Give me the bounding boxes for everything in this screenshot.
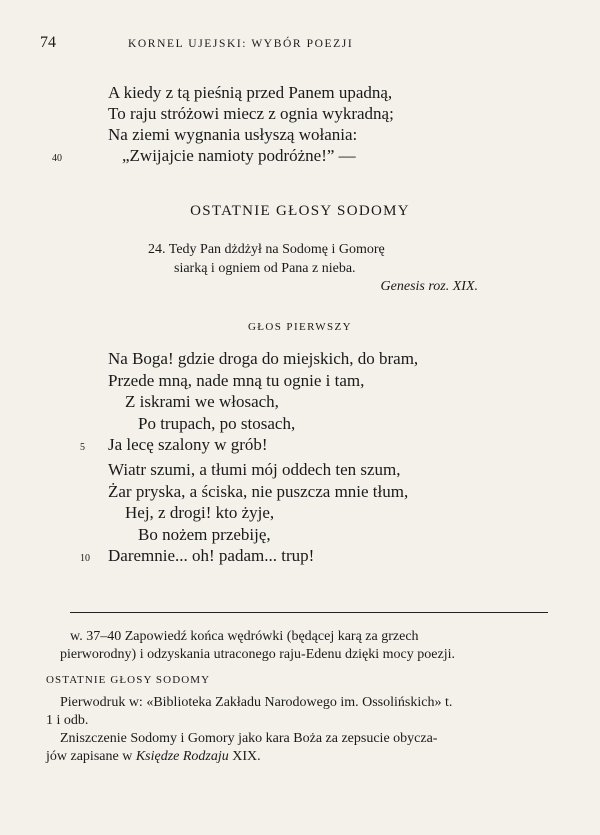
verse-line	[108, 82, 394, 103]
verse-text: Żar pryska, a ściska, nie puszcza mnie tłum,	[108, 481, 409, 501]
verse-line	[52, 145, 394, 166]
epigraph-line: siarką i ogniem od Pana z nieba.	[174, 261, 356, 276]
verse-text: Na Boga! gdzie droga do miejskich, do bram,	[108, 349, 419, 368]
verse-line	[108, 124, 394, 145]
verse-text: A kiedy z tą pieśnią przed Panem upadną,	[108, 83, 393, 102]
line-number: 10	[80, 553, 90, 564]
verse-text: Daremnie... oh! padam... trup!	[108, 546, 315, 565]
stanza-two	[80, 459, 409, 567]
poem-title: OSTATNIE GŁOSY SODOMY	[190, 203, 410, 219]
note-line: pierworodny) i odzyskania utraconego raju-Edenu dzięki mocy poezji.	[60, 647, 455, 662]
line-number: 5	[80, 442, 85, 453]
note-line: w. 37–40 Zapowiedź końca wędrówki (będącej karą za grzech	[70, 629, 419, 644]
note-line	[46, 748, 550, 766]
verse-line	[80, 545, 408, 567]
verse-line	[108, 103, 394, 124]
verse-line	[108, 481, 408, 503]
verse-text: Po trupach, po stosach,	[138, 413, 296, 433]
verse-text: Bo nożem przebiję,	[138, 524, 271, 544]
note-line: Pierwodruk w: «Biblioteka Zakładu Narodowego im. Ossolińskich» t.	[60, 695, 453, 710]
epigraph-source	[0, 279, 478, 295]
verse-text: Na ziemi wygnania usłyszą wołania:	[108, 125, 358, 144]
note-text: jów zapisane w	[46, 749, 133, 764]
note-text: XIX.	[232, 749, 261, 764]
verse-line	[108, 370, 418, 392]
verse-line	[80, 434, 418, 456]
verse-text: Ja lecę szalony w grób!	[108, 435, 268, 454]
page-number: 74	[40, 34, 56, 51]
voice-heading: GŁOS PIERWSZY	[247, 321, 353, 333]
running-head: KORNEL UJEJSKI: WYBÓR POEZJI	[128, 38, 354, 50]
closing-stanza	[52, 82, 394, 166]
verse-line	[108, 391, 418, 413]
note-line: 1 i odb.	[46, 713, 89, 728]
verse-text: „Zwijajcie namioty podróżne!” —	[122, 146, 356, 165]
verse-line	[108, 413, 418, 435]
source-text: Genesis roz.	[380, 279, 450, 294]
note-section-heading: OSTATNIE GŁOSY SODOMY	[46, 674, 211, 686]
footnote-rule	[70, 612, 548, 613]
footnotes	[46, 628, 550, 766]
note-line: Zniszczenie Sodomy i Gomory jako kara Boża za zepsucie obycza-	[60, 731, 438, 746]
verse-line	[108, 348, 418, 370]
stanza-one	[80, 348, 419, 456]
epigraph-line: 24. Tedy Pan dżdżył na Sodomę i Gomorę	[148, 242, 385, 257]
source-roman: XIX.	[452, 279, 478, 294]
verse-text: Z iskrami we włosach,	[125, 392, 279, 411]
epigraph	[148, 240, 488, 278]
note-italic: Księdze Rodzaju	[135, 749, 229, 764]
verse-text: To raju stróżowi miecz z ognia wykradną;	[108, 104, 394, 123]
line-number: 40	[52, 153, 62, 164]
verse-text: Hej, z drogi! kto żyje,	[125, 503, 275, 522]
verse-line	[108, 502, 408, 524]
verse-text: Przede mną, nade mną tu ognie i tam,	[108, 370, 365, 390]
verse-line	[108, 524, 408, 546]
verse-line	[108, 459, 408, 481]
verse-text: Wiatr szumi, a tłumi mój oddech ten szum,	[108, 460, 401, 479]
